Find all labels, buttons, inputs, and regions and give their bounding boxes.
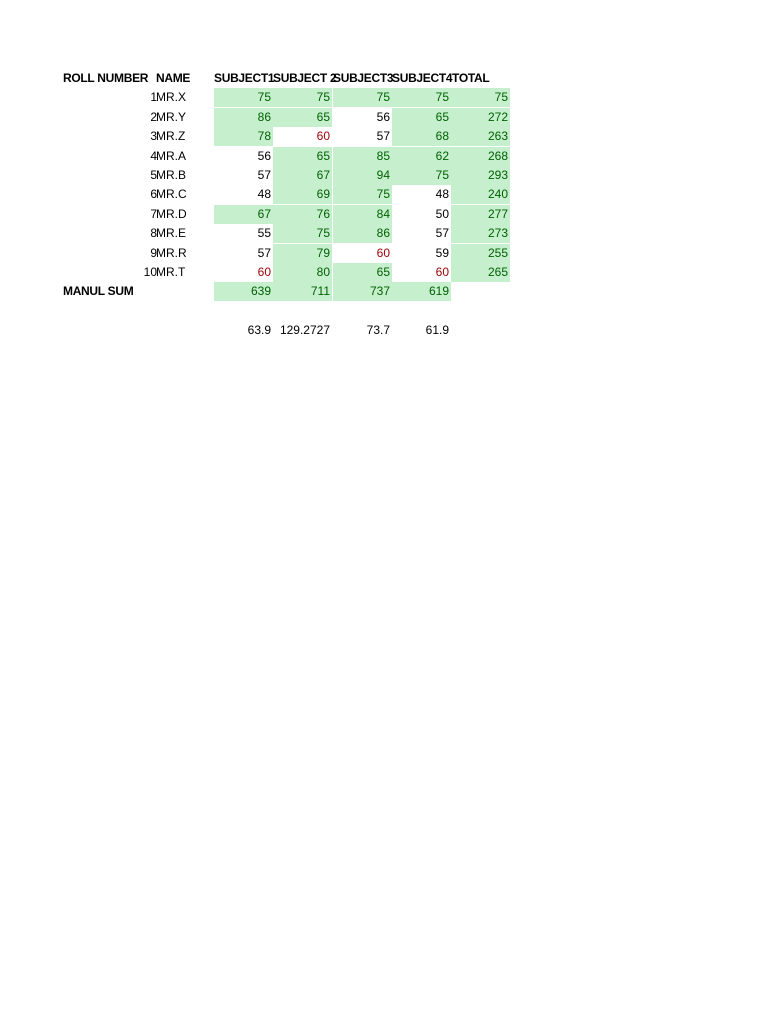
subject-1-cell[interactable]: 55 [257, 226, 271, 241]
name-cell[interactable]: MR.X [156, 90, 186, 105]
subject-2-cell[interactable]: 80 [273, 263, 332, 282]
subject-1-cell[interactable]: 60 [257, 265, 271, 279]
manual-sum-label: MANUL SUM [63, 284, 134, 299]
sum-subject-4-cell[interactable]: 619 [392, 282, 451, 301]
total-cell[interactable]: 263 [451, 127, 510, 146]
subject-2-cell[interactable]: 76 [273, 205, 332, 224]
subject-3-cell[interactable]: 75 [333, 185, 392, 204]
sum-subject-1-cell[interactable]: 639 [214, 282, 273, 301]
name-cell[interactable]: MR.T [156, 265, 186, 279]
roll-number-cell[interactable]: 8 [150, 226, 157, 241]
subject-3-cell[interactable]: 86 [333, 224, 392, 243]
name-cell[interactable]: MR.B [156, 168, 186, 182]
header-total: TOTAL [452, 71, 490, 85]
name-cell[interactable]: MR.R [156, 245, 187, 260]
subject-3-cell[interactable]: 85 [333, 147, 392, 166]
name-cell[interactable]: MR.Z [156, 129, 186, 144]
header-name: NAME [156, 71, 191, 85]
avg-subject-3-cell[interactable]: 73.7 [366, 323, 390, 338]
subject-1-cell[interactable]: 57 [257, 245, 271, 260]
subject-2-cell[interactable]: 75 [273, 224, 332, 243]
subject-3-cell[interactable]: 60 [376, 245, 390, 260]
avg-subject-2-cell[interactable]: 129.2727 [279, 323, 330, 338]
avg-subject-4-cell[interactable]: 61.9 [425, 323, 449, 338]
subject-3-cell[interactable]: 84 [333, 205, 392, 224]
subject-1-cell[interactable]: 86 [214, 108, 273, 127]
sum-subject-3-cell[interactable]: 737 [333, 282, 392, 301]
total-cell[interactable]: 273 [451, 224, 510, 243]
subject-1-cell[interactable]: 78 [214, 127, 273, 146]
subject-4-cell[interactable]: 75 [392, 166, 451, 185]
subject-4-cell[interactable]: 57 [435, 226, 449, 241]
roll-number-cell[interactable]: 3 [150, 129, 157, 144]
subject-4-cell[interactable]: 65 [392, 108, 451, 127]
subject-2-cell[interactable]: 69 [273, 185, 332, 204]
subject-3-cell[interactable]: 56 [376, 109, 390, 124]
subject-1-cell[interactable]: 56 [257, 148, 271, 163]
subject-1-cell[interactable]: 57 [257, 168, 271, 182]
header-subject4: SUBJECT4 [392, 71, 453, 85]
subject-4-cell[interactable]: 68 [392, 127, 451, 146]
subject-3-cell[interactable]: 65 [333, 263, 392, 282]
subject-2-cell[interactable]: 75 [273, 88, 332, 107]
subject-2-cell[interactable]: 60 [316, 129, 330, 144]
roll-number-cell[interactable]: 7 [150, 206, 157, 221]
subject-1-cell[interactable]: 48 [257, 187, 271, 202]
subject-3-cell[interactable]: 94 [333, 166, 392, 185]
roll-number-cell[interactable]: 6 [150, 187, 157, 202]
header-roll-number: ROLL NUMBER [63, 71, 149, 85]
total-cell[interactable]: 272 [451, 108, 510, 127]
total-cell[interactable]: 75 [451, 88, 510, 107]
total-cell[interactable]: 268 [451, 147, 510, 166]
name-cell[interactable]: MR.C [156, 187, 187, 202]
subject-2-cell[interactable]: 67 [273, 166, 332, 185]
subject-4-cell[interactable]: 62 [392, 147, 451, 166]
subject-4-cell[interactable]: 59 [435, 245, 449, 260]
subject-2-cell[interactable]: 65 [273, 108, 332, 127]
total-cell[interactable]: 293 [451, 166, 510, 185]
subject-3-cell[interactable]: 57 [376, 129, 390, 144]
total-cell[interactable]: 240 [451, 185, 510, 204]
subject-4-cell[interactable]: 60 [435, 265, 449, 279]
roll-number-cell[interactable]: 1 [150, 90, 157, 105]
total-cell[interactable]: 277 [451, 205, 510, 224]
header-subject3: SUBJECT3 [333, 71, 394, 85]
subject-4-cell[interactable]: 50 [435, 206, 449, 221]
header-subject2: SUBJECT 2 [273, 71, 337, 85]
subject-3-cell[interactable]: 75 [333, 88, 392, 107]
subject-1-cell[interactable]: 67 [214, 205, 273, 224]
avg-subject-1-cell[interactable]: 63.9 [247, 323, 271, 338]
subject-4-cell[interactable]: 75 [392, 88, 451, 107]
sum-subject-2-cell[interactable]: 711 [273, 282, 332, 301]
subject-4-cell[interactable]: 48 [435, 187, 449, 202]
name-cell[interactable]: MR.D [156, 206, 187, 221]
name-cell[interactable]: MR.A [156, 148, 186, 163]
name-cell[interactable]: MR.E [156, 226, 186, 241]
total-cell[interactable]: 255 [451, 244, 510, 263]
roll-number-cell[interactable]: 4 [150, 148, 157, 163]
subject-2-cell[interactable]: 79 [273, 244, 332, 263]
header-subject1: SUBJECT1 [214, 71, 275, 85]
subject-2-cell[interactable]: 65 [273, 147, 332, 166]
roll-number-cell[interactable]: 10 [143, 265, 157, 279]
spreadsheet [0, 0, 768, 400]
name-cell[interactable]: MR.Y [156, 109, 186, 124]
roll-number-cell[interactable]: 5 [150, 168, 157, 182]
roll-number-cell[interactable]: 9 [150, 245, 157, 260]
total-cell[interactable]: 265 [451, 263, 510, 282]
subject-1-cell[interactable]: 75 [214, 88, 273, 107]
roll-number-cell[interactable]: 2 [150, 109, 157, 124]
